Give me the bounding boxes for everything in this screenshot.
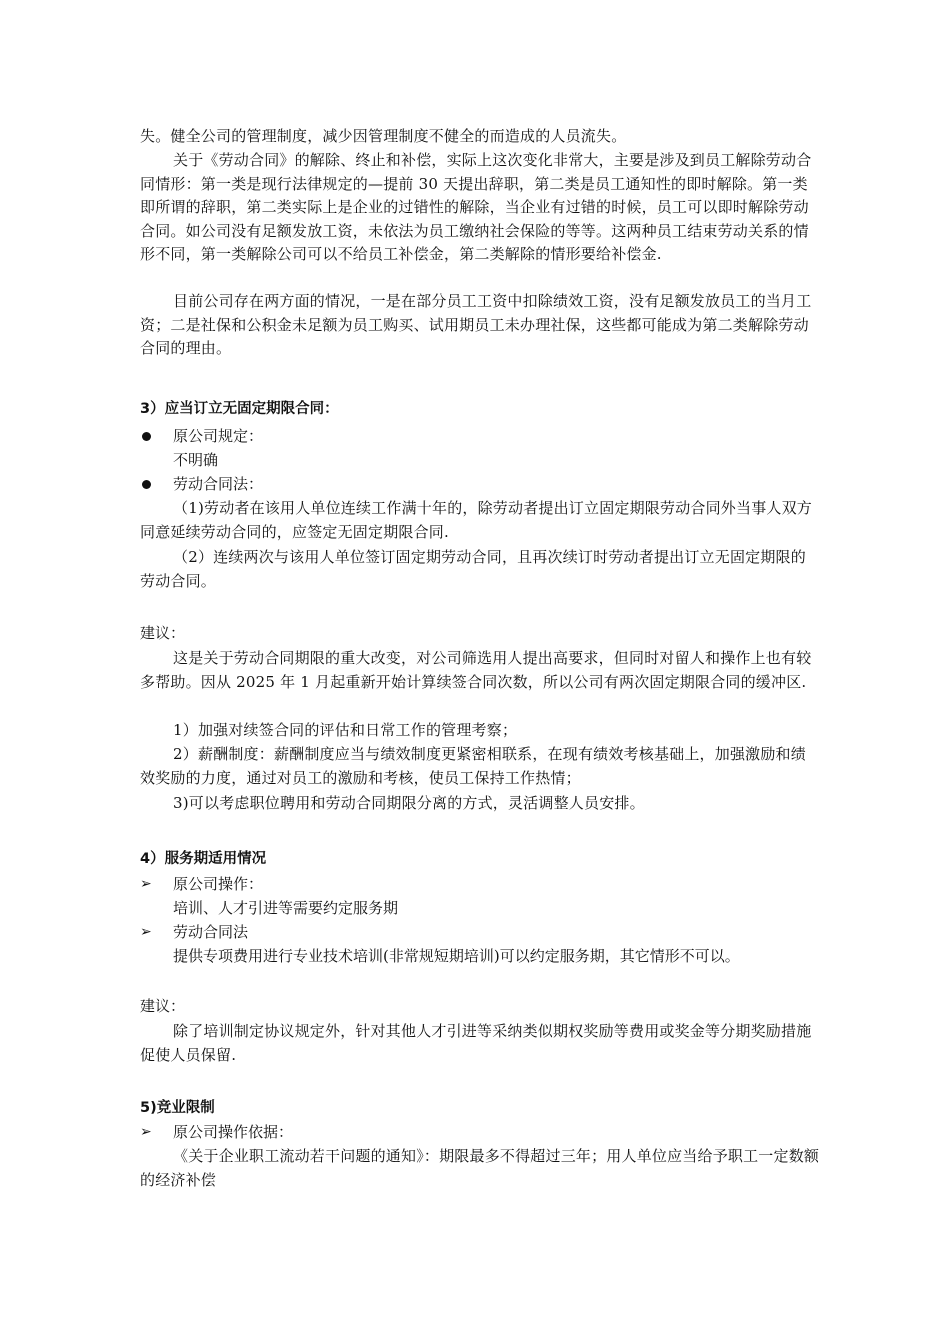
bullet-dot-icon <box>142 432 151 441</box>
arrow-bullet-icon: ➢ <box>140 1124 152 1140</box>
bullet-sub-text: 不明确 <box>173 451 219 469</box>
paragraph-current-situation: 目前公司存在两方面的情况，一是在部分员工工资中扣除绩效工资，没有足额发放员工的当月工资；二是社保和公积金未足额为员工购买、试用期员工未办理社保，这些都可能成为第二类解除劳动合同的理由。 <box>140 292 812 357</box>
section-3-heading: 3）应当订立无固定期限合同： <box>140 401 339 417</box>
bullet-label: 原公司规定： <box>173 427 264 445</box>
advice-item-1: 1）加强对续签合同的评估和日常工作的管理考察； <box>173 721 518 739</box>
bullet-label: 原公司操作： <box>173 875 264 893</box>
bullet-sub-text: 提供专项费用进行专业技术培训(非常规短期培训)可以约定服务期，其它情形不可以。 <box>173 947 740 965</box>
bullet-label: 原公司操作依据： <box>173 1123 294 1141</box>
arrow-bullet-icon: ➢ <box>140 876 152 892</box>
bullet-sub-text: 培训、人才引进等需要约定服务期 <box>173 899 399 917</box>
bullet-label: 劳动合同法： <box>173 475 264 493</box>
law-item-1: （1)劳动者在该用人单位连续工作满十年的，除劳动者提出订立固定期限劳动合同外当事人双方同意延续劳动合同的，应签定无固定期限合同. <box>140 499 812 541</box>
paragraph-contract-termination: 关于《劳动合同》的解除、终止和补偿，实际上这次变化非常大，主要是涉及到员工解除劳动合同情形：第一类是现行法律规定的—提前 30 天提出辞职，第二类是员工通知性的即时解除。第一类即所谓的辞职，第二类实际上是企业的过错性的解除，当企业有过错的时候，员工可以即时解除劳动合同。如公司没有足额发放工资，未依法为员工缴纳社会保险的等等。这两种员工结束劳动关系的情形不同，第一类解除公司可以不给员工补偿金，第二类解除的情形要给补偿金. <box>140 151 812 263</box>
advice-paragraph: 除了培训制定协议规定外，针对其他人才引进等采纳类似期权奖励等费用或奖金等分期奖励措施促使人员保留. <box>140 1022 812 1064</box>
advice-item-2: 2）薪酬制度：薪酬制度应当与绩效制度更紧密相联系，在现有绩效考核基础上，加强激励和绩效奖励的力度，通过对员工的激励和考核，使员工保持工作热情； <box>140 745 806 787</box>
bullet-label: 劳动合同法 <box>173 923 249 941</box>
advice-label: 建议： <box>140 997 186 1015</box>
section-4-heading: 4）服务期适用情况 <box>140 851 267 867</box>
regulation-text: 《关于企业职工流动若干问题的通知》：期限最多不得超过三年；用人单位应当给予职工一定数额的经济补偿 <box>140 1147 820 1189</box>
advice-item-3: 3)可以考虑职位聘用和劳动合同期限分离的方式，灵活调整人员安排。 <box>173 794 645 812</box>
advice-label: 建议： <box>140 624 186 642</box>
law-item-2: （2）连续两次与该用人单位签订固定期劳动合同，且再次续订时劳动者提出订立无固定期限的劳动合同。 <box>140 548 806 590</box>
section-5-heading: 5)竞业限制 <box>140 1100 215 1116</box>
bullet-dot-icon <box>142 480 151 489</box>
advice-paragraph: 这是关于劳动合同期限的重大改变，对公司筛选用人提出高要求，但同时对留人和操作上也有较多帮助。因从 2025 年 1 月起重新开始计算续签合同次数，所以公司有两次固定期限合同的缓冲区. <box>140 649 812 691</box>
paragraph-staff-loss: 失。健全公司的管理制度，减少因管理制度不健全的而造成的人员流失。 <box>140 127 627 145</box>
arrow-bullet-icon: ➢ <box>140 924 152 940</box>
